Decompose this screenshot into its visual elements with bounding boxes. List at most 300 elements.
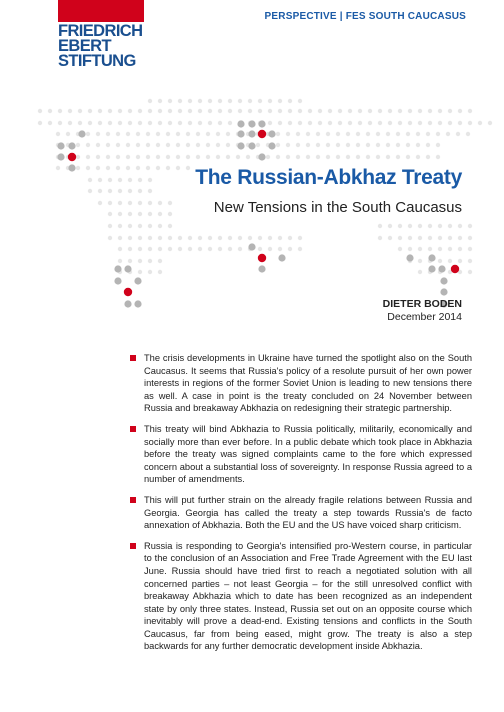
map-dot [98,121,102,125]
map-dot [298,99,302,103]
map-dot [196,143,200,147]
map-dot [208,236,212,240]
map-dot [76,143,80,147]
map-dot [436,155,440,159]
summary-list [130,352,472,661]
map-dot [418,259,422,263]
map-dot [136,143,140,147]
map-dot [186,143,190,147]
map-dot [108,121,112,125]
map-dot [128,236,132,240]
map-dot [96,155,100,159]
author-name: DIETER BODEN [382,298,462,310]
map-dot [106,155,110,159]
map-dot [286,155,290,159]
map-dot [348,109,352,113]
map-dot [78,109,82,113]
map-dot [376,155,380,159]
map-dot [438,265,445,272]
map-dot [356,155,360,159]
map-dot [114,277,121,284]
map-dot [218,247,222,251]
map-dot [168,109,172,113]
map-dot [446,132,450,136]
map-dot [246,155,250,159]
map-dot [418,270,422,274]
map-dot [258,109,262,113]
map-dot [346,155,350,159]
map-dot [286,143,290,147]
map-dot [278,247,282,251]
map-dot [38,109,42,113]
map-dot [418,236,422,240]
map-dot [216,132,220,136]
map-dot [268,109,272,113]
map-dot [196,132,200,136]
map-dot [116,155,120,159]
map-dot [326,143,330,147]
map-dot [96,143,100,147]
map-dot [168,247,172,251]
map-dot [448,224,452,228]
map-dot [448,109,452,113]
map-dot [148,236,152,240]
map-dot [148,224,152,228]
map-dot [286,132,290,136]
series-label: PERSPECTIVE | FES SOUTH CAUCASUS [264,11,466,22]
logo-line-3: STIFTUNG [58,52,136,70]
map-dot [366,155,370,159]
summary-item [130,352,472,415]
map-dot [158,236,162,240]
summary-text: This will put further strain on the already fragile relations between Russia and Georgia. Georgia has called the treaty a step towards Russia's de facto annexation of Abkhazia. Both the EU and the US have voiced sharp criticism. [144,494,472,531]
summary-text: This treaty will bind Abkhazia to Russia politically, militarily, economically and socially more than ever before. In a public debate which took place in Abkhazia before the treaty was signed complaints came to the fore which expressed concern about a substantial loss of sovereignty. In response Russia agreed to a number of amendments. [144,423,472,485]
summary-text: Russia is responding to Georgia's intensified pro-Western course, in particular to the conclusion of an Association and Free Trade Agreement with the EU last June. Russia should have tried first to reach a negotiated solution with all concerned parties – not least Georgia – for the still unresolved conflict with breakaway Abkhazia which to date has been recognized as an independent state by only three states. Instead, Russia set out on an opposite course which inevitably will prove a dead-end. Existing tensions and conflicts in the South Caucasus, far from being eased, might grow. The treaty is also a step backwards for any further democratic development inside Abkhazia. [144,540,472,652]
map-dot [468,247,472,251]
map-dot [88,121,92,125]
map-dot [124,288,132,296]
map-dot [278,254,285,261]
map-dot [228,236,232,240]
map-dot [128,121,132,125]
map-dot [128,247,132,251]
map-dot [398,121,402,125]
map-dot [106,132,110,136]
map-dot [326,132,330,136]
map-dot [188,121,192,125]
map-dot [386,132,390,136]
map-dot [126,132,130,136]
map-dot [158,224,162,228]
map-dot [148,121,152,125]
map-dot [408,247,412,251]
map-dot [468,121,472,125]
map-dot [298,236,302,240]
map-dot [208,247,212,251]
map-dot [406,143,410,147]
document-title: The Russian-Abkhaz Treaty [195,166,462,189]
map-dot [258,247,262,251]
map-dot [76,155,80,159]
map-dot [238,99,242,103]
map-dot [134,300,141,307]
map-dot [86,143,90,147]
map-dot [306,143,310,147]
map-dot [458,236,462,240]
map-dot [258,254,266,262]
map-dot [136,155,140,159]
map-dot [188,247,192,251]
map-dot [198,109,202,113]
summary-item [130,423,472,486]
map-dot [186,155,190,159]
map-dot [298,247,302,251]
map-dot [466,132,470,136]
map-dot [128,259,132,263]
map-dot [418,109,422,113]
map-dot [78,130,85,137]
map-dot [188,99,192,103]
map-dot [146,132,150,136]
map-dot [458,121,462,125]
map-dot [198,99,202,103]
logo-line-2: EBERT [58,37,111,55]
map-dot [138,109,142,113]
map-dot [428,247,432,251]
map-dot [218,236,222,240]
map-dot [226,155,230,159]
map-dot [118,259,122,263]
map-dot [258,153,265,160]
map-dot [66,132,70,136]
bullet-square-icon [130,426,136,432]
map-dot [428,109,432,113]
map-dot [158,121,162,125]
map-dot [316,132,320,136]
map-dot [68,121,72,125]
map-dot [398,247,402,251]
map-dot [356,132,360,136]
map-dot [198,121,202,125]
map-dot [416,155,420,159]
map-dot [448,236,452,240]
map-dot [308,121,312,125]
map-dot [226,132,230,136]
map-dot [406,155,410,159]
map-dot [348,121,352,125]
map-dot [468,259,472,263]
map-dot [237,130,244,137]
map-dot [428,236,432,240]
map-dot [368,121,372,125]
map-dot [158,259,162,263]
map-dot [258,120,265,127]
map-dot [57,142,64,149]
map-dot [198,236,202,240]
map-dot [298,121,302,125]
logo-line-1: FRIEDRICH [58,22,143,40]
map-dot [278,99,282,103]
map-dot [134,277,141,284]
map-dot [448,247,452,251]
world-dot-map [0,0,504,320]
map-dot [206,132,210,136]
map-dot [156,143,160,147]
map-dot [346,132,350,136]
map-dot [138,270,142,274]
map-dot [386,155,390,159]
map-dot [238,236,242,240]
map-dot [368,109,372,113]
map-dot [426,132,430,136]
map-dot [148,247,152,251]
map-dot [416,132,420,136]
map-dot [248,130,255,137]
map-dot [208,109,212,113]
map-dot [48,121,52,125]
map-dot [158,270,162,274]
map-dot [108,109,112,113]
map-dot [116,143,120,147]
map-dot [148,99,152,103]
map-dot [268,236,272,240]
map-dot [268,247,272,251]
map-dot [458,109,462,113]
map-dot [178,121,182,125]
map-dot [288,99,292,103]
map-dot [468,270,472,274]
map-dot [406,132,410,136]
map-dot [128,109,132,113]
map-dot [158,247,162,251]
map-dot [216,155,220,159]
map-dot [226,143,230,147]
map-dot [328,109,332,113]
map-dot [228,247,232,251]
map-dot [258,265,265,272]
map-dot [438,224,442,228]
map-dot [198,247,202,251]
map-dot [136,132,140,136]
map-dot [386,143,390,147]
map-dot [288,121,292,125]
map-dot [448,259,452,263]
map-dot [418,224,422,228]
map-dot [237,120,244,127]
map-dot [336,143,340,147]
map-dot [288,247,292,251]
map-dot [298,109,302,113]
map-dot [408,236,412,240]
map-dot [78,121,82,125]
map-dot [176,155,180,159]
map-dot [366,132,370,136]
map-dot [406,254,413,261]
map-dot [436,132,440,136]
map-dot [126,143,130,147]
map-dot [146,143,150,147]
map-dot [248,120,255,127]
map-dot [416,143,420,147]
map-dot [126,155,130,159]
publication-date: December 2014 [387,311,462,323]
map-dot [318,121,322,125]
map-dot [308,109,312,113]
map-dot [138,247,142,251]
map-dot [86,155,90,159]
map-dot [306,155,310,159]
map-dot [48,109,52,113]
document-subtitle: New Tensions in the South Caucasus [213,199,462,216]
map-dot [358,109,362,113]
map-dot [418,247,422,251]
map-dot [108,236,112,240]
map-dot [278,236,282,240]
map-dot [336,132,340,136]
map-dot [228,121,232,125]
map-dot [248,142,255,149]
map-dot [236,155,240,159]
map-dot [378,236,382,240]
map-dot [288,236,292,240]
map-dot [451,265,459,273]
map-dot [118,109,122,113]
map-dot [268,99,272,103]
map-dot [438,121,442,125]
map-dot [116,132,120,136]
map-dot [248,109,252,113]
map-dot [428,265,435,272]
map-dot [176,132,180,136]
map-dot [468,224,472,228]
map-dot [228,109,232,113]
map-dot [206,155,210,159]
map-dot [268,130,275,137]
map-dot [316,143,320,147]
map-dot [68,109,72,113]
map-dot [458,224,462,228]
map-dot [88,109,92,113]
map-dot [428,121,432,125]
map-dot [440,288,447,295]
map-dot [196,155,200,159]
map-dot [378,109,382,113]
map-dot [106,143,110,147]
map-dot [388,109,392,113]
map-dot [376,143,380,147]
map-dot [148,270,152,274]
map-dot [258,130,266,138]
map-dot [146,155,150,159]
map-dot [428,254,435,261]
map-dot [268,142,275,149]
map-dot [38,121,42,125]
map-dot [388,236,392,240]
map-dot [258,99,262,103]
map-dot [358,121,362,125]
map-dot [237,142,244,149]
map-dot [398,236,402,240]
map-dot [378,224,382,228]
map-dot [296,132,300,136]
map-dot [218,99,222,103]
map-dot [57,153,64,160]
map-dot [346,143,350,147]
map-dot [488,121,492,125]
map-dot [376,132,380,136]
map-dot [276,143,280,147]
map-dot [356,143,360,147]
map-dot [118,224,122,228]
map-dot [318,109,322,113]
summary-item [130,540,472,653]
map-dot [268,121,272,125]
map-dot [398,224,402,228]
map-dot [456,132,460,136]
map-dot [168,99,172,103]
map-dot [138,121,142,125]
map-dot [266,155,270,159]
map-dot [396,132,400,136]
map-dot [138,259,142,263]
map-dot [118,247,122,251]
map-dot [218,109,222,113]
map-dot [238,247,242,251]
map-dot [438,109,442,113]
map-dot [448,121,452,125]
map-dot [108,224,112,228]
map-dot [418,121,422,125]
bullet-square-icon [130,543,136,549]
map-dot [338,121,342,125]
map-dot [426,155,430,159]
map-dot [186,132,190,136]
map-dot [388,121,392,125]
map-dot [158,99,162,103]
map-dot [276,132,280,136]
map-dot [148,109,152,113]
map-dot [438,247,442,251]
bullet-square-icon [130,497,136,503]
map-dot [168,236,172,240]
map-dot [138,236,142,240]
summary-text: The crisis developments in Ukraine have turned the spotlight also on the South Caucasus. It seems that Russia's policy of a resolute pursuit of her own power interests in regions of the former Soviet Union is leading to new tensions there as well. A case in point is the treaty concluded on 24 November between Russia and breakaway Abkhazia on redesigning their strategic partnership. [144,353,472,414]
map-dot [168,121,172,125]
map-dot [228,99,232,103]
map-dot [388,224,392,228]
map-dot [96,132,100,136]
map-dot [156,155,160,159]
map-dot [166,155,170,159]
map-dot [188,236,192,240]
map-dot [128,224,132,228]
map-dot [178,99,182,103]
map-dot [218,121,222,125]
map-dot [366,143,370,147]
map-dot [438,236,442,240]
map-dot [378,121,382,125]
map-dot [188,109,192,113]
map-dot [124,300,131,307]
map-dot [278,121,282,125]
map-dot [288,109,292,113]
bullet-square-icon [130,355,136,361]
map-dot [178,247,182,251]
map-dot [248,243,255,250]
map-dot [478,121,482,125]
map-dot [86,132,90,136]
map-dot [98,109,102,113]
